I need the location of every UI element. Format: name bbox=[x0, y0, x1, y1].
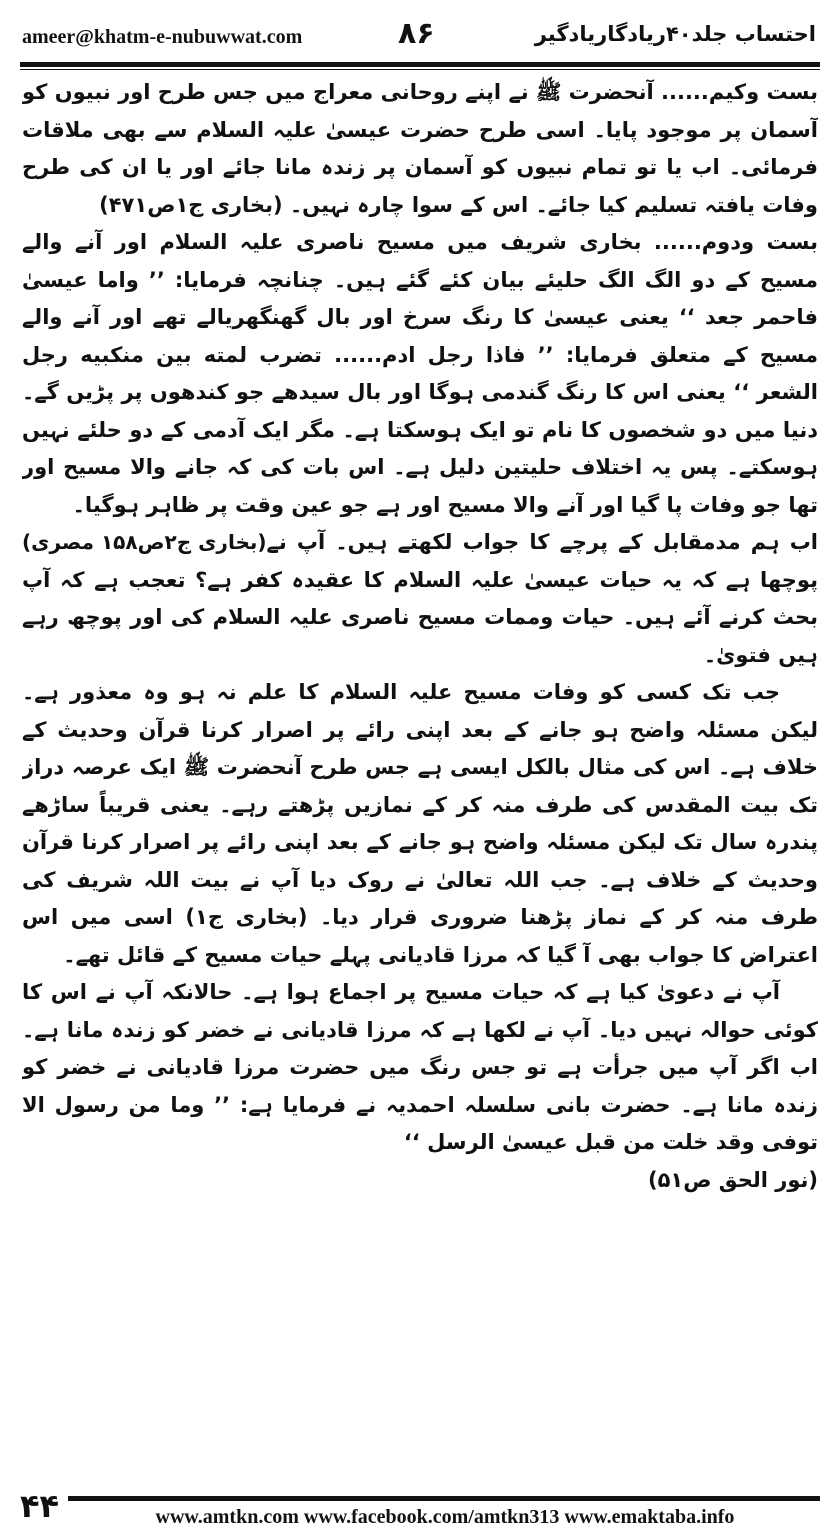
header-rule bbox=[20, 62, 820, 70]
page-header bbox=[0, 0, 840, 70]
paragraph-22 bbox=[22, 224, 818, 554]
reference-noor-ul-haq: (نور الحق ص۵۱) bbox=[647, 1167, 818, 1192]
header-email: ameer@khatm-e-nubuwwat.com bbox=[22, 26, 303, 48]
reference-bukhari-2: (بخاری ج۲ص۱۵۸ مصری) bbox=[22, 530, 267, 554]
footer-rule bbox=[68, 1496, 820, 1501]
paragraph-response: اب ہم مدمقابل کے پرچے کا جواب لکھتے ہیں۔ آپ نے پوچھا ہے کہ یہ حیات عیسیٰ علیہ السلام کا عقیدہ کفر ہے؟ تعجب ہے کہ آپ بحث کرنے آئے ہیں۔ حیات وممات مسیح ناصری علیہ السلام کی اور پوچھ رہے ہیں فتویٰ۔ bbox=[22, 530, 818, 667]
header-page-number: ۸۶ bbox=[398, 16, 435, 51]
footer-page-number: ۴۴ bbox=[20, 1487, 60, 1525]
footer-links: www.amtkn.com www.facebook.com/amtkn313 www.emaktaba.info bbox=[155, 1506, 735, 1528]
paragraph-qibla: جب تک کسی کو وفات مسیح علیہ السلام کا علم نہ ہو وہ معذور ہے۔ لیکن مسئلہ واضح ہو جانے کے بعد اپنی رائے پر اصرار کرنا قرآن وحدیث کے خلاف ہے۔ اس کی مثال بالکل ایسی ہے جس طرح آنحضرت ﷺ ایک عرصہ دراز تک بیت المقدس کی طرف منہ کر کے نمازیں پڑھتے رہے۔ یعنی قریباً ساڑھے پندرہ سال تک لیکن مسئلہ واضح ہو جانے کے بعد اپنی رائے پر اصرار کرنا قرآن وحدیث کے خلاف ہے۔ جب اللہ تعالیٰ نے روک دیا آپ نے بیت اللہ شریف کی طرف منہ کر کے نماز پڑھنا ضروری قرار دیا۔ (بخاری ج۱) اسی میں اس اعتراض کا جواب بھی آ گیا کہ مرزا قادیانی پہلے حیات مسیح کے قائل تھے۔ bbox=[22, 680, 818, 967]
page-body bbox=[22, 74, 818, 1460]
header-title: احتساب جلد۴۰ریادگاریادگیر bbox=[534, 22, 816, 46]
paragraph-22-text: بست ودوم...... بخاری شریف میں مسیح ناصری علیہ السلام اور آنے والے مسیح کے دو الگ الگ حلیئے بیان کئے گئے ہیں۔ چنانچہ فرمایا: ’’ واما عیسیٰ فاحمر جعد ‘‘ یعنی عیسیٰ کا رنگ سرخ اور بال گھنگھریالے تھے اور آنے والے مسیح کے متعلق فرمایا: ’’ فاذا رجل ادم...... تضرب لمته بین منکبیه رجل الشعر ‘‘ یعنی اس کا رنگ گندمی ہوگا اور بال سیدھے جو کندھوں پر پڑیں گے۔ دنیا میں دو شخصوں کا نام تو ایک ہوسکتا ہے۔ مگر ایک آدمی کے دو حلئے نہیں ہوسکتے۔ پس یہ اختلاف حلیتین دلیل ہے۔ اس بات کی کہ جانے والا مسیح اور تھا جو وفات پا گیا اور آنے والا مسیح اور ہے جو عین وقت پر ظاہر ہوگیا۔ bbox=[22, 230, 818, 517]
paragraph-ijma: آپ نے دعویٰ کیا ہے کہ حیات مسیح پر اجماع ہوا ہے۔ حالانکہ آپ نے اس کا کوئی حوالہ نہیں دیا۔ آپ نے لکھا ہے کہ مرزا قادیانی نے خضر کو زندہ مانا ہے۔ اب اگر آپ میں جرأت ہے تو جس رنگ میں حضرت مرزا قادیانی نے خضر کو زندہ مانا ہے۔ حضرت بانی سلسلہ احمدیہ نے فرمایا ہے: ’’ وما من رسول الا توفی وقد خلت من قبل عیسیٰ الرسل ‘‘ bbox=[22, 980, 818, 1154]
paragraph-21: بست وکیم...... آنحضرت ﷺ نے اپنے روحانی معراج میں جس طرح اور نبیوں کو آسمان پر موجود پایا۔ اسی طرح حضرت عیسیٰ علیہ السلام سے بھی ملاقات فرمائی۔ اب یا تو تمام نبیوں کو آسمان پر زندہ مانا جائے اور یا ان کی طرح وفات یافتہ تسلیم کیا جائے۔ اس کے سوا چارہ نہیں۔ (بخاری ج۱ص۴۷۱) bbox=[22, 80, 818, 217]
